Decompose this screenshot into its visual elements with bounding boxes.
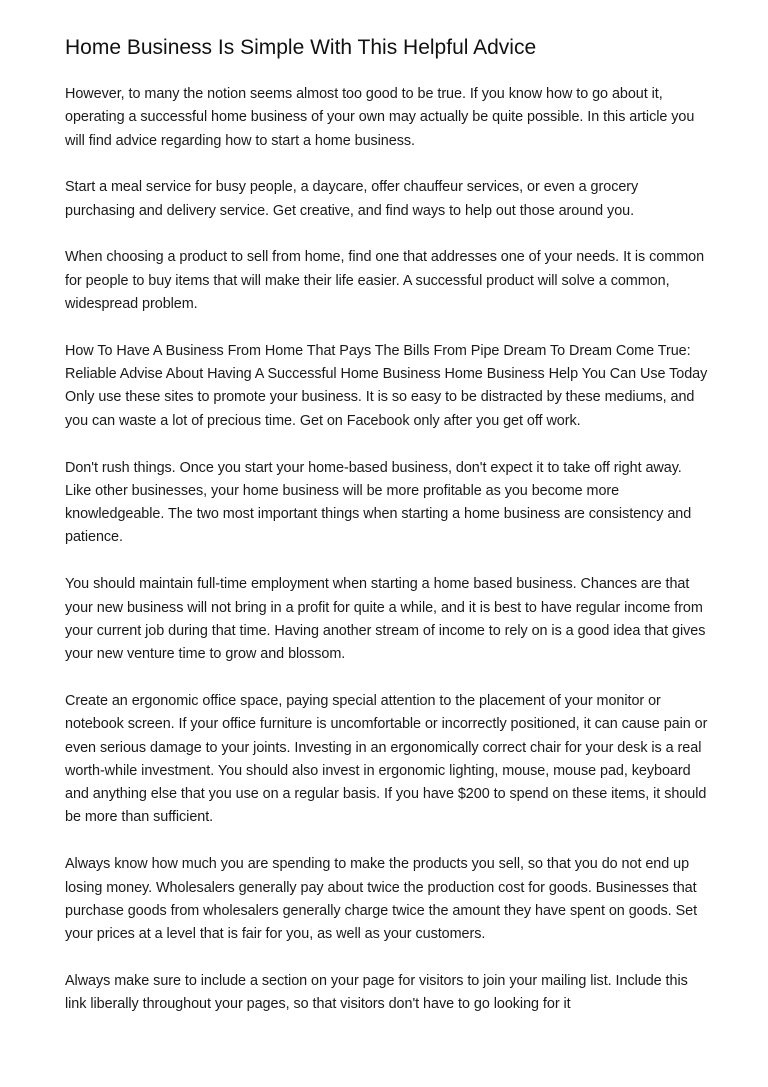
paragraph: Always make sure to include a section on your page for visitors to join your mailing list. Include this link liberally throughout your pages, so that visitors don't have to go looking for it — [65, 972, 688, 1013]
paragraph: Start a meal service for busy people, a daycare, offer chauffeur services, or even a grocery purchasing and delivery service. Get creative, and find ways to help out those around you. — [65, 179, 639, 219]
paragraph: How To Have A Business From Home That Pays The Bills From Pipe Dream To Dream Come True: Reliable Advise About Having A Successful Home Business Home Business Help You Can Use Today Only use these sites to promote your business. It is so easy to be distracted by these mediums, and you can waste a lot of precious time. Get on Facebook only after you get off work. — [65, 342, 708, 429]
paragraph: When choosing a product to sell from home, find one that addresses one of your needs. It is common for people to buy items that will make their life easier. A successful product will solve a common, widespread problem. — [65, 249, 705, 313]
document-title: Home Business Is Simple With This Helpful Advice — [65, 36, 537, 59]
paragraph: Don't rush things. Once you start your home-based business, don't expect it to take off right away. Like other businesses, your home business will be more profitable as you become more knowledgeable. The two most important things when starting a home business are consistency and patience. — [65, 459, 692, 546]
paragraph: You should maintain full-time employment when starting a home based business. Chances are that your new business will not bring in a profit for quite a while, and it is best to have regular income from your current job during that time. Having another stream of income to rely on is a good idea that gives your new venture time to grow and blossom. — [65, 576, 706, 663]
paragraph: Always know how much you are spending to make the products you sell, so that you do not end up losing money. Wholesalers generally pay about twice the production cost for goods. Businesses that purchase goods from wholesalers generally charge twice the amount they have spent on goods. Set your prices at a level that is fair for you, as well as your customers. — [65, 856, 698, 943]
document-body — [65, 34, 711, 1040]
paragraph: However, to many the notion seems almost too good to be true. If you know how to go about it, operating a successful home business of your own may actually be quite possible. In this article you will find advice regarding how to start a home business. — [65, 86, 695, 149]
paragraph: Create an ergonomic office space, paying special attention to the placement of your monitor or notebook screen. If your office furniture is uncomfortable or incorrectly positioned, it can cause pain or even serious damage to your joints. Investing in an ergonomically correct chair for your desk is a real worth-while investment. You should also invest in ergonomic lighting, mouse, mouse pad, keyboard and anything else that you use on a regular basis. If you have $200 to spend on these items, it should be more than sufficient. — [65, 692, 708, 826]
